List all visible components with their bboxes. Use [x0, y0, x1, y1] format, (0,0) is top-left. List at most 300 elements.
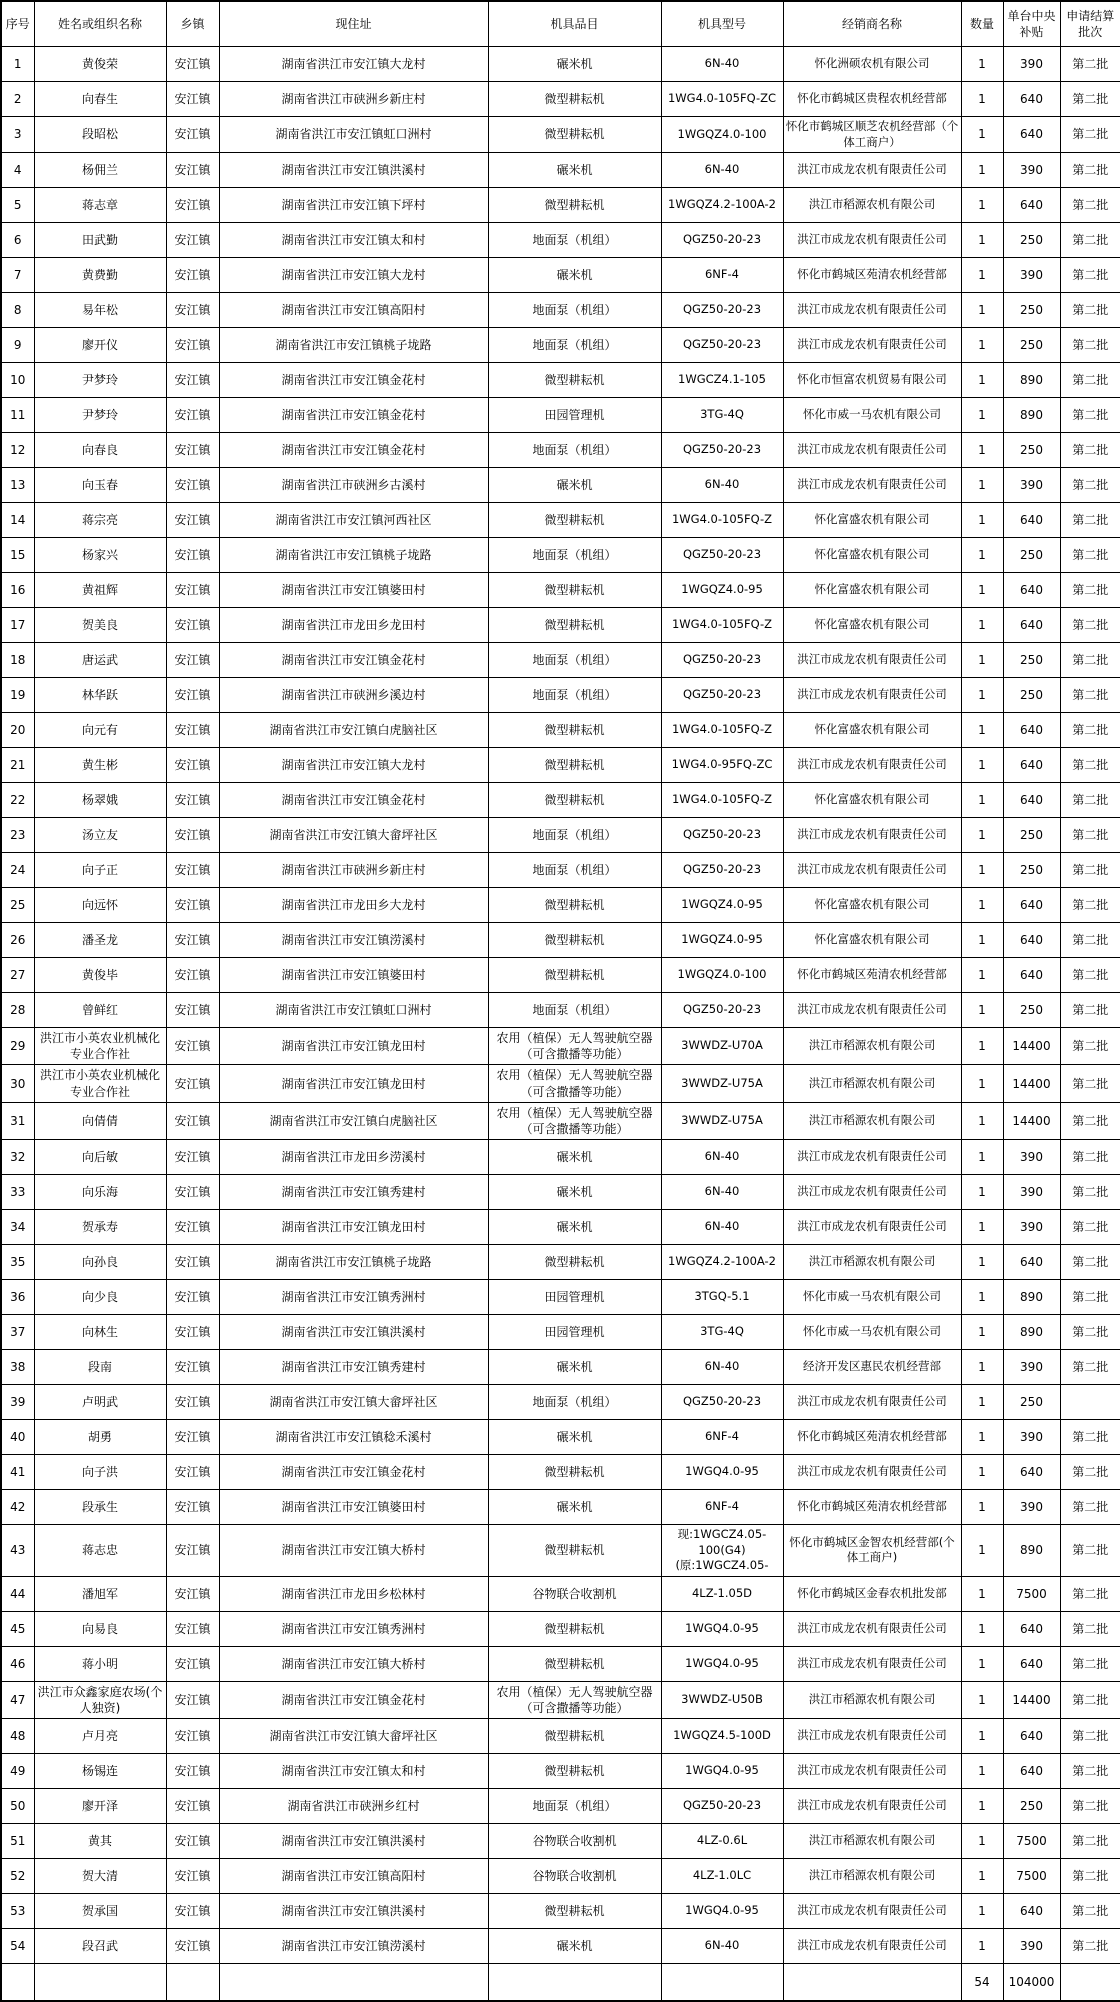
cell-dealer: 怀化市鹤城区苑清农机经营部: [783, 1490, 961, 1525]
cell-dealer: 洪江市成龙农机有限责任公司: [783, 1929, 961, 1964]
cell-central-subsidy: 640: [1003, 1646, 1060, 1681]
cell-quantity: 1: [961, 1280, 1003, 1315]
table-row: [1, 223, 1120, 258]
cell-dealer: 洪江市成龙农机有限责任公司: [783, 1385, 961, 1420]
cell-machine-category: 田园管理机: [488, 1280, 661, 1315]
cell-name: 黄费勤: [34, 258, 166, 293]
cell-name: 段昭松: [34, 117, 166, 153]
cell-name: 尹梦玲: [34, 363, 166, 398]
cell-machine-category: 微型耕耘机: [488, 1611, 661, 1646]
cell-name: 胡勇: [34, 1420, 166, 1455]
cell-central-subsidy: 640: [1003, 608, 1060, 643]
cell-machine-category: 碾米机: [488, 1929, 661, 1964]
table-row: [1, 258, 1120, 293]
cell-machine-model: 4LZ-1.05D: [661, 1576, 783, 1611]
cell-township: 安江镇: [166, 608, 219, 643]
cell-settlement-batch: 第二批: [1060, 993, 1120, 1028]
col-header-name: 姓名或组织名称: [34, 1, 166, 47]
cell-central-subsidy: 640: [1003, 1455, 1060, 1490]
cell-address: 湖南省洪江市硖洲乡溪边村: [219, 678, 488, 713]
cell-machine-category: 微型耕耘机: [488, 1754, 661, 1789]
cell-seq: 35: [1, 1245, 34, 1280]
cell-settlement-batch: 第二批: [1060, 293, 1120, 328]
cell-machine-category: 地面泵（机组）: [488, 293, 661, 328]
cell-machine-model: 3WWDZ-U75A: [661, 1065, 783, 1102]
cell-central-subsidy: 250: [1003, 993, 1060, 1028]
cell-central-subsidy: 390: [1003, 1175, 1060, 1210]
cell-seq: 38: [1, 1350, 34, 1385]
cell-dealer: 怀化富盛农机有限公司: [783, 503, 961, 538]
cell-name: 向元有: [34, 713, 166, 748]
cell-machine-category: 农用（植保）无人驾驶航空器（可含撒播等功能）: [488, 1102, 661, 1139]
cell-quantity: 1: [961, 468, 1003, 503]
cell-name: 向子洪: [34, 1455, 166, 1490]
cell-machine-model: 3TGQ-5.1: [661, 1280, 783, 1315]
cell-seq: 6: [1, 223, 34, 258]
cell-quantity: 1: [961, 748, 1003, 783]
table-body: [1, 47, 1120, 1964]
cell-seq: 52: [1, 1859, 34, 1894]
cell-central-subsidy: 390: [1003, 1420, 1060, 1455]
cell-township: 安江镇: [166, 923, 219, 958]
cell-machine-model: 6NF-4: [661, 1420, 783, 1455]
total-name-cell: [34, 1964, 166, 2002]
cell-settlement-batch: 第二批: [1060, 538, 1120, 573]
cell-township: 安江镇: [166, 538, 219, 573]
col-header-quantity: 数量: [961, 1, 1003, 47]
table-row: [1, 1611, 1120, 1646]
cell-settlement-batch: 第二批: [1060, 643, 1120, 678]
cell-quantity: 1: [961, 1789, 1003, 1824]
cell-name: 黄祖辉: [34, 573, 166, 608]
cell-township: 安江镇: [166, 958, 219, 993]
table-row: [1, 1646, 1120, 1681]
cell-settlement-batch: 第二批: [1060, 1525, 1120, 1577]
table-row: [1, 573, 1120, 608]
cell-settlement-batch: 第二批: [1060, 153, 1120, 188]
table-row: [1, 993, 1120, 1028]
cell-address: 湖南省洪江市安江镇大畲坪社区: [219, 818, 488, 853]
cell-machine-model: 1WG4.0-105FQ-Z: [661, 608, 783, 643]
cell-township: 安江镇: [166, 1280, 219, 1315]
cell-township: 安江镇: [166, 1611, 219, 1646]
cell-settlement-batch: 第二批: [1060, 1455, 1120, 1490]
total-township-cell: [166, 1964, 219, 2002]
cell-address: 湖南省洪江市龙田乡松林村: [219, 1576, 488, 1611]
cell-township: 安江镇: [166, 258, 219, 293]
cell-address: 湖南省洪江市安江镇虹口洲村: [219, 993, 488, 1028]
cell-township: 安江镇: [166, 853, 219, 888]
cell-name: 洪江市众鑫家庭农场(个人独资): [34, 1681, 166, 1718]
cell-quantity: 1: [961, 503, 1003, 538]
cell-name: 蒋志章: [34, 188, 166, 223]
table-row: [1, 47, 1120, 82]
cell-dealer: 洪江市稻源农机有限公司: [783, 1065, 961, 1102]
table-row: [1, 1245, 1120, 1280]
cell-address: 湖南省洪江市安江镇婆田村: [219, 958, 488, 993]
cell-machine-model: 6N-40: [661, 1140, 783, 1175]
cell-central-subsidy: 640: [1003, 503, 1060, 538]
cell-address: 湖南省洪江市安江镇秀建村: [219, 1350, 488, 1385]
cell-central-subsidy: 890: [1003, 1280, 1060, 1315]
cell-township: 安江镇: [166, 1894, 219, 1929]
cell-quantity: 1: [961, 1525, 1003, 1577]
table-row: [1, 1719, 1120, 1754]
cell-machine-category: 谷物联合收割机: [488, 1824, 661, 1859]
cell-township: 安江镇: [166, 748, 219, 783]
cell-machine-model: 1WGQ4.0-95: [661, 1455, 783, 1490]
cell-central-subsidy: 390: [1003, 1140, 1060, 1175]
table-row: [1, 1140, 1120, 1175]
cell-settlement-batch: 第二批: [1060, 1175, 1120, 1210]
cell-settlement-batch: 第二批: [1060, 258, 1120, 293]
cell-address: 湖南省洪江市安江镇龙田村: [219, 1065, 488, 1102]
cell-machine-model: 3WWDZ-U50B: [661, 1681, 783, 1718]
cell-machine-model: QGZ50-20-23: [661, 538, 783, 573]
cell-settlement-batch: 第二批: [1060, 1102, 1120, 1139]
cell-dealer: 怀化市威一马农机有限公司: [783, 1315, 961, 1350]
cell-machine-model: 1WGQZ4.0-95: [661, 923, 783, 958]
table-row: [1, 1420, 1120, 1455]
cell-machine-model: 6N-40: [661, 47, 783, 82]
cell-township: 安江镇: [166, 223, 219, 258]
cell-township: 安江镇: [166, 328, 219, 363]
cell-central-subsidy: 390: [1003, 47, 1060, 82]
cell-township: 安江镇: [166, 1929, 219, 1964]
cell-seq: 5: [1, 188, 34, 223]
cell-dealer: 洪江市成龙农机有限责任公司: [783, 853, 961, 888]
cell-name: 潘圣龙: [34, 923, 166, 958]
cell-seq: 13: [1, 468, 34, 503]
cell-dealer: 洪江市稻源农机有限公司: [783, 1028, 961, 1065]
cell-dealer: 洪江市成龙农机有限责任公司: [783, 1611, 961, 1646]
cell-township: 安江镇: [166, 1455, 219, 1490]
cell-central-subsidy: 890: [1003, 398, 1060, 433]
total-seq-cell: [1, 1964, 34, 2002]
cell-central-subsidy: 250: [1003, 853, 1060, 888]
cell-township: 安江镇: [166, 1245, 219, 1280]
cell-name: 杨佣兰: [34, 153, 166, 188]
cell-name: 黄俊荣: [34, 47, 166, 82]
cell-machine-model: 3WWDZ-U75A: [661, 1102, 783, 1139]
cell-quantity: 1: [961, 1754, 1003, 1789]
cell-name: 蒋志忠: [34, 1525, 166, 1577]
cell-address: 湖南省洪江市安江镇大桥村: [219, 1525, 488, 1577]
cell-seq: 12: [1, 433, 34, 468]
cell-machine-model: 现:1WGCZ4.05-100(G4) (原:1WGCZ4.05-: [661, 1525, 783, 1577]
table-row: [1, 1102, 1120, 1139]
cell-central-subsidy: 640: [1003, 1754, 1060, 1789]
cell-dealer: 洪江市成龙农机有限责任公司: [783, 1140, 961, 1175]
cell-seq: 54: [1, 1929, 34, 1964]
cell-quantity: 1: [961, 293, 1003, 328]
cell-settlement-batch: 第二批: [1060, 1210, 1120, 1245]
cell-address: 湖南省洪江市安江镇白虎脑社区: [219, 713, 488, 748]
total-batch-cell: [1060, 1964, 1120, 2002]
cell-address: 湖南省洪江市安江镇洪溪村: [219, 1894, 488, 1929]
cell-machine-model: 1WGCZ4.1-105: [661, 363, 783, 398]
cell-seq: 29: [1, 1028, 34, 1065]
cell-settlement-batch: 第二批: [1060, 1789, 1120, 1824]
cell-central-subsidy: 640: [1003, 748, 1060, 783]
cell-central-subsidy: 14400: [1003, 1028, 1060, 1065]
cell-township: 安江镇: [166, 117, 219, 153]
table-row: [1, 328, 1120, 363]
cell-settlement-batch: 第二批: [1060, 853, 1120, 888]
cell-dealer: 洪江市成龙农机有限责任公司: [783, 818, 961, 853]
table-row: [1, 1929, 1120, 1964]
cell-address: 湖南省洪江市安江镇洪溪村: [219, 1824, 488, 1859]
cell-name: 贺美良: [34, 608, 166, 643]
table-row: [1, 678, 1120, 713]
cell-machine-model: 1WGQZ4.2-100A-2: [661, 188, 783, 223]
cell-address: 湖南省洪江市安江镇洪溪村: [219, 153, 488, 188]
cell-machine-category: 田园管理机: [488, 1315, 661, 1350]
cell-dealer: 洪江市成龙农机有限责任公司: [783, 328, 961, 363]
cell-address: 湖南省洪江市安江镇虹口洲村: [219, 117, 488, 153]
cell-seq: 11: [1, 398, 34, 433]
cell-seq: 3: [1, 117, 34, 153]
cell-name: 向少良: [34, 1280, 166, 1315]
cell-machine-category: 微型耕耘机: [488, 748, 661, 783]
cell-settlement-batch: 第二批: [1060, 1280, 1120, 1315]
cell-machine-category: 微型耕耘机: [488, 573, 661, 608]
cell-settlement-batch: 第二批: [1060, 608, 1120, 643]
cell-seq: 46: [1, 1646, 34, 1681]
cell-dealer: 怀化市鹤城区顺芝农机经营部（个体工商户）: [783, 117, 961, 153]
cell-name: 田武勤: [34, 223, 166, 258]
cell-seq: 24: [1, 853, 34, 888]
cell-quantity: 1: [961, 678, 1003, 713]
cell-machine-model: 3TG-4Q: [661, 1315, 783, 1350]
cell-address: 湖南省洪江市安江镇太和村: [219, 1754, 488, 1789]
cell-name: 向林生: [34, 1315, 166, 1350]
cell-name: 段召武: [34, 1929, 166, 1964]
cell-seq: 15: [1, 538, 34, 573]
cell-township: 安江镇: [166, 47, 219, 82]
cell-township: 安江镇: [166, 783, 219, 818]
cell-machine-category: 微型耕耘机: [488, 713, 661, 748]
cell-seq: 36: [1, 1280, 34, 1315]
cell-seq: 22: [1, 783, 34, 818]
cell-name: 向乐海: [34, 1175, 166, 1210]
table-row: [1, 818, 1120, 853]
cell-address: 湖南省洪江市安江镇大龙村: [219, 47, 488, 82]
cell-name: 廖开泽: [34, 1789, 166, 1824]
cell-central-subsidy: 390: [1003, 153, 1060, 188]
cell-address: 湖南省洪江市安江镇婆田村: [219, 573, 488, 608]
cell-township: 安江镇: [166, 1824, 219, 1859]
cell-seq: 48: [1, 1719, 34, 1754]
cell-quantity: 1: [961, 818, 1003, 853]
cell-machine-category: 碾米机: [488, 1140, 661, 1175]
cell-quantity: 1: [961, 888, 1003, 923]
cell-name: 黄其: [34, 1824, 166, 1859]
cell-machine-model: 1WG4.0-105FQ-Z: [661, 783, 783, 818]
cell-machine-category: 碾米机: [488, 468, 661, 503]
table-row: [1, 888, 1120, 923]
cell-machine-category: 碾米机: [488, 153, 661, 188]
cell-address: 湖南省洪江市安江镇太和村: [219, 223, 488, 258]
cell-name: 潘旭军: [34, 1576, 166, 1611]
cell-township: 安江镇: [166, 1420, 219, 1455]
cell-machine-category: 微型耕耘机: [488, 608, 661, 643]
cell-township: 安江镇: [166, 1350, 219, 1385]
table-row: [1, 468, 1120, 503]
cell-township: 安江镇: [166, 293, 219, 328]
cell-seq: 51: [1, 1824, 34, 1859]
cell-central-subsidy: 14400: [1003, 1102, 1060, 1139]
table-row: [1, 713, 1120, 748]
cell-quantity: 1: [961, 1245, 1003, 1280]
cell-seq: 32: [1, 1140, 34, 1175]
cell-quantity: 1: [961, 1490, 1003, 1525]
cell-machine-model: 3TG-4Q: [661, 398, 783, 433]
cell-central-subsidy: 14400: [1003, 1681, 1060, 1718]
cell-quantity: 1: [961, 1065, 1003, 1102]
cell-machine-model: 1WGQ4.0-95: [661, 1646, 783, 1681]
cell-name: 唐运武: [34, 643, 166, 678]
table-row: [1, 433, 1120, 468]
table-row: [1, 1490, 1120, 1525]
cell-central-subsidy: 7500: [1003, 1824, 1060, 1859]
cell-machine-model: 1WGQZ4.2-100A-2: [661, 1245, 783, 1280]
cell-seq: 27: [1, 958, 34, 993]
cell-settlement-batch: 第二批: [1060, 1929, 1120, 1964]
col-header-address: 现住址: [219, 1, 488, 47]
cell-machine-category: 微型耕耘机: [488, 363, 661, 398]
cell-machine-category: 微型耕耘机: [488, 888, 661, 923]
total-dealer-cell: [783, 1964, 961, 2002]
cell-address: 湖南省洪江市安江镇高阳村: [219, 293, 488, 328]
cell-seq: 50: [1, 1789, 34, 1824]
cell-quantity: 1: [961, 923, 1003, 958]
cell-seq: 42: [1, 1490, 34, 1525]
cell-township: 安江镇: [166, 1681, 219, 1718]
cell-quantity: 1: [961, 1576, 1003, 1611]
cell-address: 湖南省洪江市安江镇涝溪村: [219, 1929, 488, 1964]
cell-machine-model: 6N-40: [661, 1210, 783, 1245]
cell-machine-category: 地面泵（机组）: [488, 538, 661, 573]
cell-seq: 8: [1, 293, 34, 328]
cell-settlement-batch: 第二批: [1060, 958, 1120, 993]
cell-seq: 40: [1, 1420, 34, 1455]
table-row: [1, 608, 1120, 643]
cell-seq: 39: [1, 1385, 34, 1420]
cell-settlement-batch: 第二批: [1060, 713, 1120, 748]
cell-name: 段承生: [34, 1490, 166, 1525]
cell-dealer: 怀化富盛农机有限公司: [783, 538, 961, 573]
cell-dealer: 洪江市成龙农机有限责任公司: [783, 223, 961, 258]
cell-dealer: 洪江市稻源农机有限公司: [783, 1681, 961, 1718]
table-row: [1, 923, 1120, 958]
cell-township: 安江镇: [166, 1646, 219, 1681]
cell-central-subsidy: 640: [1003, 713, 1060, 748]
cell-central-subsidy: 250: [1003, 223, 1060, 258]
cell-machine-model: 1WG4.0-95FQ-ZC: [661, 748, 783, 783]
cell-machine-category: 微型耕耘机: [488, 783, 661, 818]
cell-central-subsidy: 390: [1003, 1929, 1060, 1964]
cell-dealer: 洪江市成龙农机有限责任公司: [783, 1894, 961, 1929]
cell-dealer: 洪江市成龙农机有限责任公司: [783, 1210, 961, 1245]
cell-machine-model: 6N-40: [661, 468, 783, 503]
cell-machine-category: 碾米机: [488, 1175, 661, 1210]
cell-central-subsidy: 390: [1003, 1490, 1060, 1525]
table-row: [1, 1280, 1120, 1315]
cell-seq: 44: [1, 1576, 34, 1611]
cell-dealer: 洪江市稻源农机有限公司: [783, 1859, 961, 1894]
cell-machine-model: 1WGQ4.0-95: [661, 1894, 783, 1929]
cell-settlement-batch: 第二批: [1060, 748, 1120, 783]
cell-seq: 53: [1, 1894, 34, 1929]
cell-machine-category: 微型耕耘机: [488, 503, 661, 538]
cell-machine-model: QGZ50-20-23: [661, 223, 783, 258]
cell-machine-category: 碾米机: [488, 1420, 661, 1455]
cell-settlement-batch: 第二批: [1060, 117, 1120, 153]
cell-quantity: 1: [961, 993, 1003, 1028]
col-header-seq: 序号: [1, 1, 34, 47]
cell-central-subsidy: 250: [1003, 433, 1060, 468]
cell-machine-model: 1WGQ4.0-95: [661, 1754, 783, 1789]
cell-quantity: 1: [961, 1894, 1003, 1929]
cell-township: 安江镇: [166, 678, 219, 713]
cell-quantity: 1: [961, 1140, 1003, 1175]
table-row: [1, 1576, 1120, 1611]
cell-address: 湖南省洪江市硖洲乡新庄村: [219, 853, 488, 888]
cell-dealer: 洪江市成龙农机有限责任公司: [783, 1789, 961, 1824]
cell-dealer: 洪江市稻源农机有限公司: [783, 188, 961, 223]
table-row: [1, 1065, 1120, 1102]
table-row: [1, 538, 1120, 573]
cell-township: 安江镇: [166, 468, 219, 503]
cell-address: 湖南省洪江市安江镇龙田村: [219, 1028, 488, 1065]
cell-address: 湖南省洪江市安江镇金花村: [219, 363, 488, 398]
col-header-township: 乡镇: [166, 1, 219, 47]
cell-quantity: 1: [961, 853, 1003, 888]
table-row: [1, 748, 1120, 783]
cell-dealer: 怀化市鹤城区苑清农机经营部: [783, 1420, 961, 1455]
cell-central-subsidy: 640: [1003, 783, 1060, 818]
cell-address: 湖南省洪江市安江镇高阳村: [219, 1859, 488, 1894]
table-row: [1, 153, 1120, 188]
cell-quantity: 1: [961, 1611, 1003, 1646]
total-row: [1, 1964, 1120, 2002]
cell-quantity: 1: [961, 398, 1003, 433]
cell-settlement-batch: 第二批: [1060, 1646, 1120, 1681]
cell-name: 杨锡连: [34, 1754, 166, 1789]
cell-central-subsidy: 250: [1003, 678, 1060, 713]
table-row: [1, 1315, 1120, 1350]
table-row: [1, 1350, 1120, 1385]
cell-name: 向子正: [34, 853, 166, 888]
table-row: [1, 1028, 1120, 1065]
table-row: [1, 1859, 1120, 1894]
cell-seq: 4: [1, 153, 34, 188]
cell-dealer: 怀化市鹤城区苑清农机经营部: [783, 258, 961, 293]
cell-name: 曾鲜红: [34, 993, 166, 1028]
cell-seq: 10: [1, 363, 34, 398]
cell-machine-category: 地面泵（机组）: [488, 433, 661, 468]
table-row: [1, 853, 1120, 888]
cell-central-subsidy: 640: [1003, 1611, 1060, 1646]
cell-machine-category: 地面泵（机组）: [488, 328, 661, 363]
cell-quantity: 1: [961, 82, 1003, 117]
cell-seq: 18: [1, 643, 34, 678]
cell-seq: 1: [1, 47, 34, 82]
cell-township: 安江镇: [166, 433, 219, 468]
cell-quantity: 1: [961, 1350, 1003, 1385]
cell-name: 向孙良: [34, 1245, 166, 1280]
